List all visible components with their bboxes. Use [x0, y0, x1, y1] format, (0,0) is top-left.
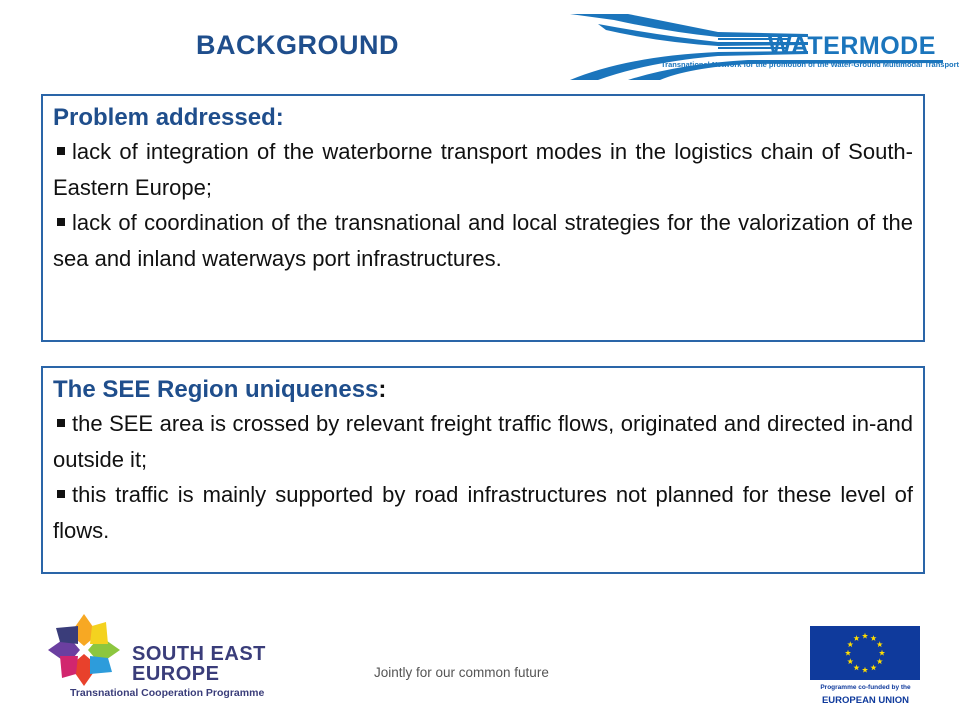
eu-cofunded-label: Programme co-funded by the [820, 684, 911, 691]
eu-stars [810, 626, 920, 680]
problem-item-1 [53, 134, 913, 205]
problem-heading: Problem addressed: [53, 104, 284, 131]
eu-star-icon [877, 641, 883, 647]
eu-star-icon [862, 667, 868, 673]
eu-name-label: EUROPEAN UNION [821, 695, 910, 706]
problem-item-2 [53, 205, 913, 276]
uniqueness-heading [53, 376, 913, 404]
slide-title: BACKGROUND [196, 30, 399, 60]
square-bullet-icon [57, 218, 65, 226]
see-logo-subtitle: Transnational Cooperation Programme [70, 687, 265, 699]
uniqueness-heading-colon: : [378, 376, 387, 403]
square-bullet-icon [57, 147, 65, 155]
eu-star-icon [847, 641, 853, 647]
square-bullet-icon [57, 490, 65, 498]
eu-star-icon [847, 658, 853, 664]
square-bullet-icon [57, 419, 65, 427]
problem-box [41, 94, 925, 342]
uniqueness-item-1-text: the SEE area is crossed by relevant freight traffic flows, originated and directed in-and outside it; [53, 411, 913, 472]
eu-logo [808, 626, 923, 716]
watermode-logo [568, 10, 960, 82]
problem-item-1-text: lack of integration of the waterborne transport modes in the logistics chain of South-Eastern Europe; [53, 139, 913, 200]
see-logo-line2: EUROPE [132, 663, 220, 685]
problem-item-2-text: lack of coordination of the transnational and local strategies for the valorization of the sea and inland waterways port infrastructures. [53, 210, 913, 271]
watermode-tagline: Transnational Network for the promotion of the Water-Ground Multimodal Transport [661, 60, 960, 69]
uniqueness-item-1 [53, 406, 913, 477]
eu-star-icon [845, 650, 851, 656]
eu-star-icon [853, 665, 859, 671]
eu-star-icon [879, 650, 885, 656]
eu-star-icon [862, 633, 868, 639]
see-logo-title [132, 644, 266, 684]
see-logo-line1: SOUTH EAST [132, 643, 266, 665]
uniqueness-heading-text: The SEE Region uniqueness [53, 376, 379, 403]
footer-slogan: Jointly for our common future [374, 665, 549, 680]
eu-flag-icon [810, 626, 920, 680]
uniqueness-item-2 [53, 477, 913, 548]
eu-star-icon [853, 635, 859, 641]
watermode-name: WATERMODE [768, 32, 936, 60]
see-programme-logo [38, 610, 288, 705]
see-flower-icon [38, 610, 130, 688]
uniqueness-box [41, 366, 925, 574]
eu-star-icon [870, 665, 876, 671]
eu-star-icon [870, 635, 876, 641]
uniqueness-item-2-text: this traffic is mainly supported by road infrastructures not planned for these level of flows. [53, 482, 913, 543]
eu-star-icon [877, 658, 883, 664]
